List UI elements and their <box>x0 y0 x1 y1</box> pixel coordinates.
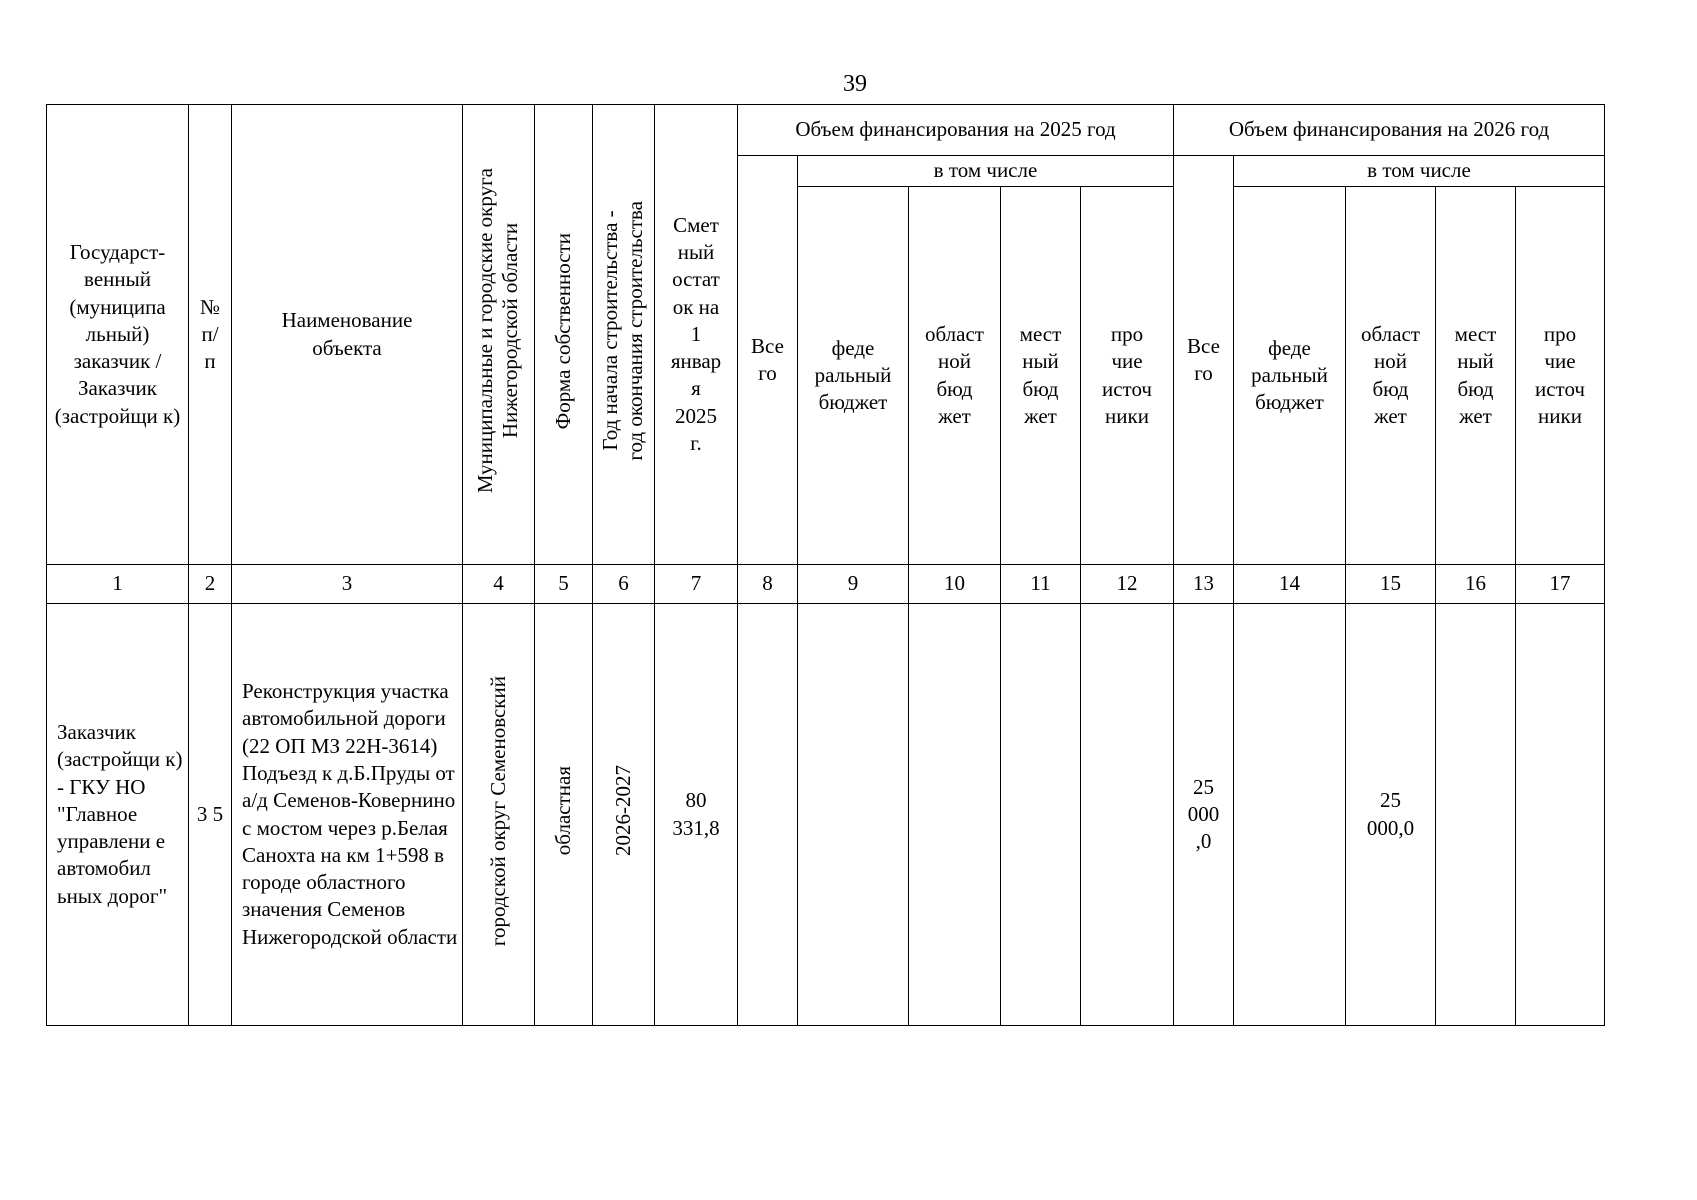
header-remainder: Смет ный остат ок на 1 январ я 2025 г. <box>655 105 738 565</box>
header-federal-2025: феде ральный бюджет <box>798 187 909 565</box>
row-federal-2025 <box>798 604 909 1026</box>
header-regional-2025: област ной бюд жет <box>909 187 1001 565</box>
header-other-2026: про чие источ ники <box>1516 187 1605 565</box>
column-number: 2 <box>189 565 232 604</box>
header-ownership-cell <box>535 105 593 565</box>
header-object-name: Наименование объекта <box>232 105 463 565</box>
row-customer: Заказчик (застройщи к) - ГКУ НО "Главное управлени е автомобил ьных дорог" <box>47 604 189 1026</box>
page-number: 39 <box>843 71 867 97</box>
row-remainder: 80 331,8 <box>655 604 738 1026</box>
header-municipality-cell <box>463 105 535 565</box>
header-federal-2026: феде ральный бюджет <box>1234 187 1346 565</box>
column-number: 9 <box>798 565 909 604</box>
header-other-2025: про чие источ ники <box>1081 187 1174 565</box>
row-other-2026 <box>1516 604 1605 1026</box>
header-including-2026: в том числе <box>1234 156 1605 187</box>
column-number: 13 <box>1174 565 1234 604</box>
column-number: 10 <box>909 565 1001 604</box>
column-number: 14 <box>1234 565 1346 604</box>
table-row <box>47 604 1605 1026</box>
row-object-name: Реконструкция участка автомобильной дороги (22 ОП МЗ 22Н-3614) Подъезд к д.Б.Пруды от а/д Семенов-Ковернино с мостом через р.Белая Санохта на км 1+598 в городе областного значения Семенов Нижегородской области <box>232 604 463 1026</box>
column-number-row <box>47 565 1605 604</box>
row-municipality: городской округ Семеновский <box>485 675 510 946</box>
row-regional-2025 <box>909 604 1001 1026</box>
column-number: 11 <box>1001 565 1081 604</box>
column-number: 1 <box>47 565 189 604</box>
row-local-2026 <box>1436 604 1516 1026</box>
column-number: 4 <box>463 565 535 604</box>
row-federal-2026 <box>1234 604 1346 1026</box>
header-ownership: Форма собственности <box>550 232 575 430</box>
row-years-cell <box>593 604 655 1026</box>
header-municipality: Муниципальные и городские округа Нижегородской области <box>473 168 523 494</box>
header-number: № п/ п <box>189 105 232 565</box>
row-total-2026: 25 000 ,0 <box>1174 604 1234 1026</box>
header-group-2025: Объем финансирования на 2025 год <box>738 105 1174 156</box>
financing-table <box>46 104 1605 1026</box>
column-number: 17 <box>1516 565 1605 604</box>
row-years: 2026-2027 <box>610 765 635 857</box>
header-group-2026: Объем финансирования на 2026 год <box>1174 105 1605 156</box>
column-number: 8 <box>738 565 798 604</box>
row-number: 3 5 <box>189 604 232 1026</box>
row-local-2025 <box>1001 604 1081 1026</box>
header-years-cell <box>593 105 655 565</box>
column-number: 6 <box>593 565 655 604</box>
header-local-2026: мест ный бюд жет <box>1436 187 1516 565</box>
row-ownership-cell <box>535 604 593 1026</box>
header-local-2025: мест ный бюд жет <box>1001 187 1081 565</box>
header-customer: Государст-венный (муниципа льный) заказчик / Заказчик (застройщи к) <box>47 105 189 565</box>
row-municipality-cell <box>463 604 535 1026</box>
header-total-2025: Все го <box>738 156 798 565</box>
column-number: 16 <box>1436 565 1516 604</box>
column-number: 7 <box>655 565 738 604</box>
row-ownership: областная <box>550 766 575 856</box>
row-other-2025 <box>1081 604 1174 1026</box>
header-total-2026: Все го <box>1174 156 1234 565</box>
column-number: 3 <box>232 565 463 604</box>
row-regional-2026: 25 000,0 <box>1346 604 1436 1026</box>
header-including-2025: в том числе <box>798 156 1174 187</box>
header-regional-2026: област ной бюд жет <box>1346 187 1436 565</box>
column-number: 15 <box>1346 565 1436 604</box>
column-number: 5 <box>535 565 593 604</box>
row-total-2025 <box>738 604 798 1026</box>
header-years: Год начала строительства - год окончания строительства <box>598 201 648 461</box>
column-number: 12 <box>1081 565 1174 604</box>
